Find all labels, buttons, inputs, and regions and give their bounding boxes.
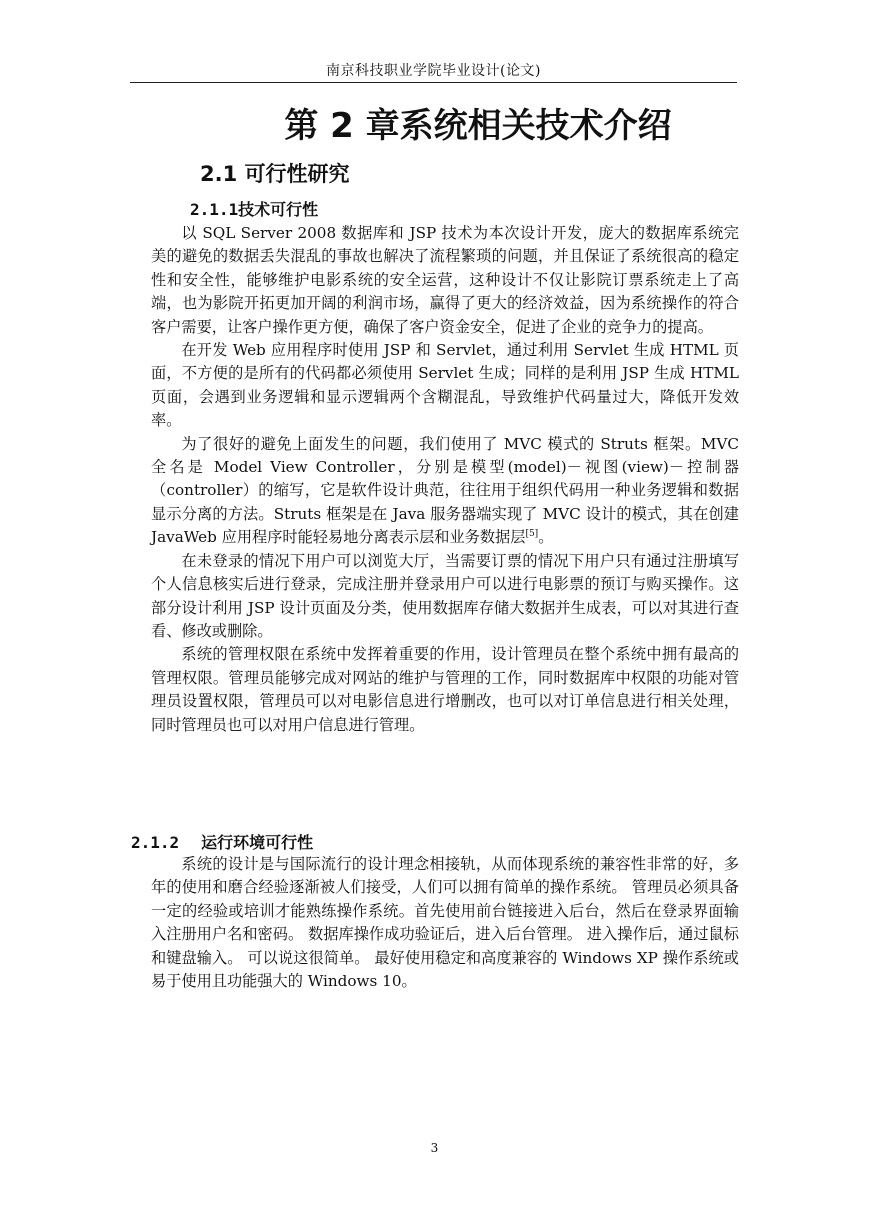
subsection-body-environment: [151, 853, 739, 993]
section-title: 2.1 可行性研究: [200, 162, 350, 186]
subsection-number: 2.1.1: [190, 200, 239, 219]
subsection-title-environment: [131, 832, 313, 854]
paragraph: [151, 433, 739, 550]
paragraph-end-punctuation: 。: [538, 528, 554, 547]
subsection-title-text: 技术可行性: [238, 200, 319, 219]
subsection-body-technical: [151, 222, 739, 737]
paragraph: 在未登录的情况下用户可以浏览大厅，当需要订票的情况下用户只有通过注册填写个人信息核实后进行登录，完成注册并登录用户可以进行电影票的预订与购买操作。这部分设计利用 JSP 设计页面及分类，使用数据库存储大数据并生成表，可以对其进行查看、修改或删除。: [151, 551, 739, 640]
header-rule: [130, 82, 737, 83]
running-header: 南京科技职业学院毕业设计(论文): [326, 63, 541, 79]
subsection-title-text: 运行环境可行性: [201, 833, 314, 852]
page-number: 3: [430, 1141, 439, 1155]
subsection-title-technical: [190, 199, 318, 221]
paragraph: 以 SQL Server 2008 数据库和 JSP 技术为本次设计开发，庞大的数据库系统完美的避免的数据丢失混乱的事故也解决了流程繁琐的问题，并且保证了系统很高的稳定性和安全性，能够维护电影系统的安全运营，这种设计不仅让影院订票系统走上了高端，也为影院开拓更加开阔的利润市场，赢得了更大的经济效益，因为系统操作的符合客户需要，让客户操作更方便，确保了客户资金安全，促进了企业的竞争力的提高。: [151, 224, 739, 336]
paragraph: 系统的管理权限在系统中发挥着重要的作用，设计管理员在整个系统中拥有最高的管理权限。管理员能够完成对网站的维护与管理的工作，同时数据库中权限的功能对管理员设置权限，管理员可以对电影信息进行增删改，也可以对订单信息进行相关处理，同时管理员也可以对用户信息进行管理。: [151, 645, 739, 734]
paragraph-text: 为了很好的避免上面发生的问题，我们使用了 MVC 模式的 Struts 框架。MVC 全名是 Model View Controller，分别是模型(model)－视图(view)－控制器（controller）的缩写，它是软件设计典范，往往用于组织代码用一种业务逻辑和数据显示分离的方法。Struts 框架是在 Java 服务器端实现了 MVC 设计的模式，其在创建 JavaWeb 应用程序时能轻易地分离表示层和业务数据层: [151, 434, 739, 547]
citation-marker: [5]: [525, 529, 539, 540]
chapter-title: 第 2 章系统相关技术介绍: [284, 106, 672, 146]
paragraph: 在开发 Web 应用程序时使用 JSP 和 Servlet，通过利用 Servlet 生成 HTML 页面，不方便的是所有的代码都必须使用 Servlet 生成；同样的是利用 JSP 生成 HTML 页面，会遇到业务逻辑和显示逻辑两个含糊混乱，导致维护代码量过大，降低开发效率。: [151, 341, 739, 430]
subsection-number: 2.1.2: [131, 833, 180, 852]
paragraph: 系统的设计是与国际流行的设计理念相接轨，从而体现系统的兼容性非常的好，多年的使用和磨合经验逐渐被人们接受，人们可以拥有简单的操作系统。 管理员必须具备一定的经验或培训才能熟练操作系统。首先使用前台链接进入后台，然后在登录界面输入注册用户名和密码。 数据库操作成功验证后，进入后台管理。 进入操作后，通过鼠标和键盘输入。 可以说这很简单。 最好使用稳定和高度兼容的 Windows XP 操作系统或易于使用且功能强大的 Windows 10。: [151, 855, 739, 991]
